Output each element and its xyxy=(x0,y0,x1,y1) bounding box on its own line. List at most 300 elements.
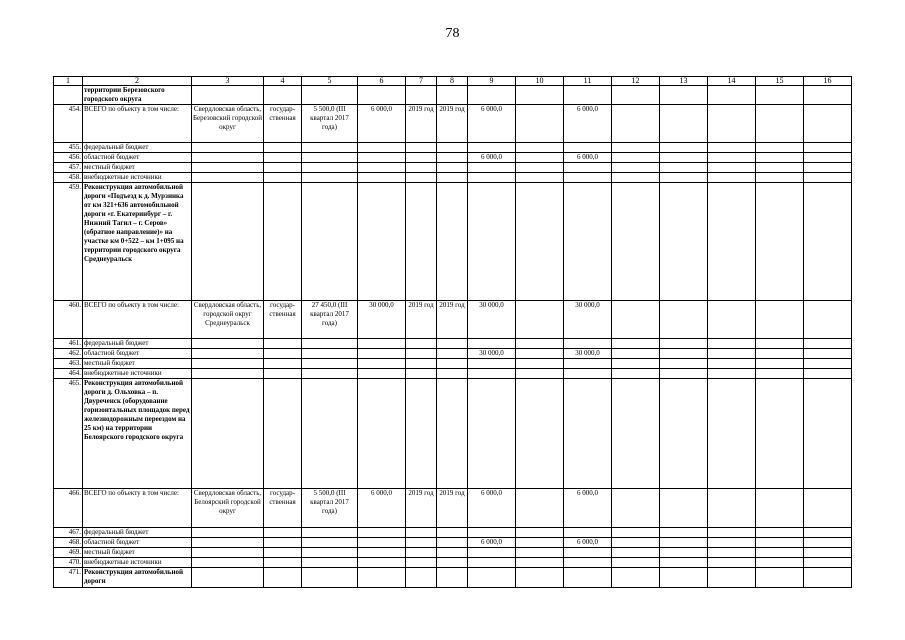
value-cell xyxy=(358,86,406,105)
value-cell xyxy=(516,528,564,538)
column-number-cell: 14 xyxy=(708,77,756,86)
value-cell xyxy=(564,568,612,588)
value-cell xyxy=(804,349,852,359)
value-cell xyxy=(804,105,852,143)
value-cell xyxy=(192,173,264,183)
table-row xyxy=(54,568,852,588)
value-cell xyxy=(708,339,756,349)
value-cell xyxy=(192,548,264,558)
table-row xyxy=(54,105,852,143)
item-name-cell: местный бюджет xyxy=(83,359,192,369)
value-cell xyxy=(804,538,852,548)
value-cell: 6 000,0 xyxy=(564,489,612,528)
value-cell xyxy=(406,173,437,183)
value-cell: 5 500,0 (III квартал 2017 года) xyxy=(302,489,358,528)
value-cell xyxy=(406,379,437,489)
table-row xyxy=(54,301,852,339)
value-cell xyxy=(302,183,358,301)
investment-table xyxy=(53,76,852,588)
value-cell xyxy=(192,379,264,489)
value-cell xyxy=(264,183,302,301)
value-cell xyxy=(437,86,468,105)
item-name-cell: ВСЕГО по объекту в том числе: xyxy=(83,301,192,339)
value-cell xyxy=(358,163,406,173)
value-cell xyxy=(516,153,564,163)
value-cell xyxy=(564,369,612,379)
value-cell xyxy=(302,163,358,173)
column-number-cell: 7 xyxy=(406,77,437,86)
value-cell xyxy=(406,143,437,153)
value-cell xyxy=(612,301,660,339)
value-cell xyxy=(406,153,437,163)
item-name-cell: местный бюджет xyxy=(83,548,192,558)
item-name-cell: Реконструкция автомобильной дороги xyxy=(83,568,192,588)
column-number-cell: 3 xyxy=(192,77,264,86)
table-row xyxy=(54,528,852,538)
value-cell xyxy=(516,173,564,183)
value-cell xyxy=(564,86,612,105)
value-cell xyxy=(468,558,516,568)
value-cell xyxy=(468,183,516,301)
value-cell xyxy=(302,548,358,558)
item-name-cell: внебюджетные источники xyxy=(83,369,192,379)
value-cell xyxy=(192,153,264,163)
row-number-cell: 469. xyxy=(54,548,83,558)
value-cell xyxy=(660,153,708,163)
column-number-cell: 1 xyxy=(54,77,83,86)
column-number-cell: 9 xyxy=(468,77,516,86)
value-cell xyxy=(564,163,612,173)
value-cell xyxy=(358,528,406,538)
value-cell xyxy=(612,349,660,359)
value-cell xyxy=(708,359,756,369)
value-cell xyxy=(708,558,756,568)
value-cell: 2019 год xyxy=(437,301,468,339)
value-cell xyxy=(708,379,756,489)
row-number-cell: 457. xyxy=(54,163,83,173)
item-name-cell: ВСЕГО по объекту в том числе: xyxy=(83,105,192,143)
value-cell xyxy=(437,548,468,558)
value-cell xyxy=(264,548,302,558)
value-cell xyxy=(708,301,756,339)
table-row xyxy=(54,489,852,528)
value-cell xyxy=(437,183,468,301)
row-number-cell: 455. xyxy=(54,143,83,153)
value-cell xyxy=(264,558,302,568)
value-cell xyxy=(804,143,852,153)
table-row xyxy=(54,538,852,548)
value-cell xyxy=(358,339,406,349)
value-cell xyxy=(406,86,437,105)
value-cell xyxy=(804,528,852,538)
value-cell xyxy=(264,528,302,538)
value-cell xyxy=(612,153,660,163)
value-cell xyxy=(804,489,852,528)
row-number-cell: 463. xyxy=(54,359,83,369)
row-number-cell: 465. xyxy=(54,379,83,489)
value-cell xyxy=(708,489,756,528)
value-cell xyxy=(406,163,437,173)
value-cell xyxy=(192,349,264,359)
value-cell xyxy=(564,183,612,301)
value-cell xyxy=(660,548,708,558)
value-cell xyxy=(708,548,756,558)
value-cell xyxy=(302,558,358,568)
value-cell: 30 000,0 xyxy=(358,301,406,339)
value-cell xyxy=(468,339,516,349)
value-cell xyxy=(804,339,852,349)
table-row xyxy=(54,349,852,359)
value-cell xyxy=(468,163,516,173)
value-cell xyxy=(516,568,564,588)
value-cell xyxy=(302,86,358,105)
row-number-cell: 461. xyxy=(54,339,83,349)
value-cell xyxy=(804,558,852,568)
value-cell xyxy=(612,489,660,528)
row-number-cell: 467. xyxy=(54,528,83,538)
value-cell xyxy=(564,558,612,568)
value-cell xyxy=(192,143,264,153)
value-cell xyxy=(660,379,708,489)
value-cell xyxy=(516,359,564,369)
row-number-cell: 456. xyxy=(54,153,83,163)
value-cell xyxy=(302,538,358,548)
value-cell xyxy=(564,379,612,489)
value-cell xyxy=(564,528,612,538)
value-cell: 6 000,0 xyxy=(564,105,612,143)
value-cell xyxy=(756,548,804,558)
value-cell xyxy=(660,369,708,379)
value-cell xyxy=(437,528,468,538)
value-cell: Свердловская область, Березовский городской округ xyxy=(192,105,264,143)
value-cell xyxy=(612,369,660,379)
item-name-cell: Реконструкция автомобильной дороги «Подъезд к д. Мурзинка от км 321+636 автомобильной дороги «г. Екатеринбург – г. Нижний Тагил – г. Серов» (обратное направление)» на участке км 0+522 – км 1+095 на территории городского округа Среднеуральск xyxy=(83,183,192,301)
value-cell xyxy=(437,143,468,153)
value-cell xyxy=(516,105,564,143)
value-cell: 6 000,0 xyxy=(468,105,516,143)
value-cell xyxy=(756,301,804,339)
value-cell xyxy=(612,183,660,301)
value-cell xyxy=(358,183,406,301)
value-cell xyxy=(302,349,358,359)
value-cell xyxy=(264,538,302,548)
value-cell xyxy=(516,489,564,528)
value-cell xyxy=(516,369,564,379)
row-number-cell: 458. xyxy=(54,173,83,183)
value-cell xyxy=(358,349,406,359)
table-row xyxy=(54,359,852,369)
value-cell xyxy=(756,379,804,489)
value-cell xyxy=(612,359,660,369)
page-number: 78 xyxy=(445,26,460,41)
value-cell xyxy=(516,349,564,359)
item-name-cell: федеральный бюджет xyxy=(83,528,192,538)
value-cell xyxy=(804,369,852,379)
value-cell xyxy=(516,339,564,349)
table-row xyxy=(54,548,852,558)
value-cell: 6 000,0 xyxy=(358,105,406,143)
value-cell: государ-ственная xyxy=(264,105,302,143)
value-cell xyxy=(437,369,468,379)
value-cell: 30 000,0 xyxy=(564,301,612,339)
value-cell: 30 000,0 xyxy=(564,349,612,359)
value-cell: 6 000,0 xyxy=(468,538,516,548)
value-cell xyxy=(406,548,437,558)
value-cell xyxy=(406,369,437,379)
value-cell: 2019 год xyxy=(437,489,468,528)
row-number-cell: 454. xyxy=(54,105,83,143)
value-cell xyxy=(302,359,358,369)
value-cell xyxy=(516,558,564,568)
table-row xyxy=(54,379,852,489)
value-cell: 6 000,0 xyxy=(358,489,406,528)
value-cell xyxy=(756,339,804,349)
value-cell xyxy=(804,359,852,369)
value-cell xyxy=(804,568,852,588)
value-cell xyxy=(437,359,468,369)
row-number-cell: 471. xyxy=(54,568,83,588)
value-cell: 6 000,0 xyxy=(468,153,516,163)
value-cell xyxy=(756,86,804,105)
value-cell xyxy=(358,173,406,183)
value-cell xyxy=(756,173,804,183)
value-cell xyxy=(468,528,516,538)
value-cell xyxy=(358,548,406,558)
column-number-cell: 16 xyxy=(804,77,852,86)
value-cell xyxy=(564,173,612,183)
item-name-cell: местный бюджет xyxy=(83,163,192,173)
column-number-cell: 6 xyxy=(358,77,406,86)
item-name-cell: областной бюджет xyxy=(83,538,192,548)
item-name-cell: территории Березовского городского округа xyxy=(83,86,192,105)
value-cell xyxy=(804,163,852,173)
value-cell xyxy=(516,143,564,153)
value-cell xyxy=(660,183,708,301)
value-cell xyxy=(660,143,708,153)
value-cell xyxy=(264,143,302,153)
value-cell xyxy=(264,349,302,359)
value-cell xyxy=(756,369,804,379)
table-row xyxy=(54,339,852,349)
value-cell: 6 000,0 xyxy=(468,489,516,528)
table-row xyxy=(54,369,852,379)
value-cell xyxy=(756,568,804,588)
value-cell xyxy=(192,568,264,588)
value-cell xyxy=(612,105,660,143)
value-cell xyxy=(756,558,804,568)
column-number-row xyxy=(54,77,852,86)
value-cell xyxy=(708,86,756,105)
value-cell: 27 450,0 (III квартал 2017 года) xyxy=(302,301,358,339)
value-cell xyxy=(358,538,406,548)
value-cell xyxy=(708,163,756,173)
table-row xyxy=(54,183,852,301)
value-cell xyxy=(708,105,756,143)
value-cell xyxy=(358,379,406,489)
column-number-cell: 4 xyxy=(264,77,302,86)
value-cell xyxy=(302,143,358,153)
item-name-cell: ВСЕГО по объекту в том числе: xyxy=(83,489,192,528)
value-cell xyxy=(437,339,468,349)
value-cell xyxy=(708,568,756,588)
value-cell xyxy=(192,163,264,173)
value-cell: 2019 год xyxy=(406,105,437,143)
value-cell xyxy=(804,173,852,183)
column-number-cell: 2 xyxy=(83,77,192,86)
table-row xyxy=(54,163,852,173)
value-cell xyxy=(358,558,406,568)
value-cell xyxy=(192,339,264,349)
table-row xyxy=(54,173,852,183)
value-cell xyxy=(660,359,708,369)
value-cell xyxy=(660,86,708,105)
value-cell xyxy=(437,379,468,489)
row-number-cell: 464. xyxy=(54,369,83,379)
value-cell xyxy=(756,163,804,173)
value-cell xyxy=(612,339,660,349)
value-cell xyxy=(708,183,756,301)
value-cell xyxy=(437,538,468,548)
value-cell xyxy=(804,548,852,558)
value-cell xyxy=(264,86,302,105)
value-cell xyxy=(437,349,468,359)
value-cell xyxy=(468,379,516,489)
value-cell: 5 500,0 (III квартал 2017 года) xyxy=(302,105,358,143)
column-number-cell: 8 xyxy=(437,77,468,86)
value-cell xyxy=(660,339,708,349)
value-cell xyxy=(756,183,804,301)
value-cell xyxy=(804,183,852,301)
value-cell xyxy=(406,359,437,369)
table-row xyxy=(54,153,852,163)
value-cell xyxy=(302,153,358,163)
value-cell xyxy=(756,105,804,143)
value-cell xyxy=(406,349,437,359)
value-cell xyxy=(612,528,660,538)
value-cell xyxy=(516,163,564,173)
value-cell xyxy=(564,548,612,558)
item-name-cell: областной бюджет xyxy=(83,349,192,359)
value-cell xyxy=(612,173,660,183)
table-row xyxy=(54,558,852,568)
row-number-cell: 460. xyxy=(54,301,83,339)
value-cell: 6 000,0 xyxy=(564,538,612,548)
value-cell xyxy=(302,339,358,349)
value-cell xyxy=(516,548,564,558)
column-number-cell: 11 xyxy=(564,77,612,86)
value-cell xyxy=(612,548,660,558)
value-cell xyxy=(406,183,437,301)
value-cell xyxy=(264,153,302,163)
value-cell xyxy=(468,548,516,558)
value-cell: государ-ственная xyxy=(264,489,302,528)
value-cell xyxy=(468,359,516,369)
value-cell xyxy=(612,143,660,153)
value-cell xyxy=(302,369,358,379)
value-cell xyxy=(192,538,264,548)
value-cell xyxy=(302,528,358,538)
row-number-cell: 470. xyxy=(54,558,83,568)
value-cell xyxy=(756,528,804,538)
value-cell: 6 000,0 xyxy=(564,153,612,163)
value-cell xyxy=(612,568,660,588)
value-cell xyxy=(406,339,437,349)
value-cell xyxy=(660,528,708,538)
value-cell xyxy=(564,359,612,369)
value-cell xyxy=(264,339,302,349)
value-cell xyxy=(192,558,264,568)
value-cell xyxy=(756,538,804,548)
row-number-cell xyxy=(54,86,83,105)
value-cell xyxy=(437,153,468,163)
item-name-cell: областной бюджет xyxy=(83,153,192,163)
item-name-cell: федеральный бюджет xyxy=(83,143,192,153)
value-cell xyxy=(406,528,437,538)
value-cell xyxy=(708,143,756,153)
value-cell xyxy=(660,568,708,588)
value-cell xyxy=(437,568,468,588)
value-cell xyxy=(804,86,852,105)
value-cell xyxy=(612,163,660,173)
value-cell: 2019 год xyxy=(437,105,468,143)
value-cell: Свердловская область, городской округ Среднеуральск xyxy=(192,301,264,339)
value-cell xyxy=(264,163,302,173)
value-cell xyxy=(564,143,612,153)
value-cell xyxy=(358,153,406,163)
value-cell: государ-ственная xyxy=(264,301,302,339)
column-number-cell: 15 xyxy=(756,77,804,86)
table-row xyxy=(54,143,852,153)
value-cell xyxy=(468,369,516,379)
value-cell: 30 000,0 xyxy=(468,301,516,339)
value-cell xyxy=(660,105,708,143)
value-cell xyxy=(756,489,804,528)
value-cell: 2019 год xyxy=(406,301,437,339)
value-cell xyxy=(660,538,708,548)
row-number-cell: 468. xyxy=(54,538,83,548)
column-number-cell: 12 xyxy=(612,77,660,86)
value-cell xyxy=(804,301,852,339)
value-cell xyxy=(708,349,756,359)
value-cell xyxy=(660,558,708,568)
value-cell xyxy=(437,558,468,568)
column-number-cell: 10 xyxy=(516,77,564,86)
item-name-cell: внебюджетные источники xyxy=(83,173,192,183)
value-cell xyxy=(437,163,468,173)
value-cell xyxy=(437,173,468,183)
item-name-cell: внебюджетные источники xyxy=(83,558,192,568)
value-cell xyxy=(804,379,852,489)
value-cell xyxy=(708,538,756,548)
value-cell xyxy=(302,568,358,588)
value-cell xyxy=(358,359,406,369)
value-cell xyxy=(612,538,660,548)
value-cell xyxy=(192,369,264,379)
value-cell xyxy=(468,173,516,183)
value-cell xyxy=(468,86,516,105)
value-cell xyxy=(756,359,804,369)
row-number-cell: 462. xyxy=(54,349,83,359)
value-cell xyxy=(564,339,612,349)
value-cell xyxy=(516,183,564,301)
value-cell xyxy=(406,568,437,588)
table-row xyxy=(54,86,852,105)
value-cell xyxy=(358,369,406,379)
value-cell xyxy=(612,379,660,489)
value-cell: Свердловская область, Белоярский городской округ xyxy=(192,489,264,528)
value-cell xyxy=(756,143,804,153)
value-cell xyxy=(264,379,302,489)
